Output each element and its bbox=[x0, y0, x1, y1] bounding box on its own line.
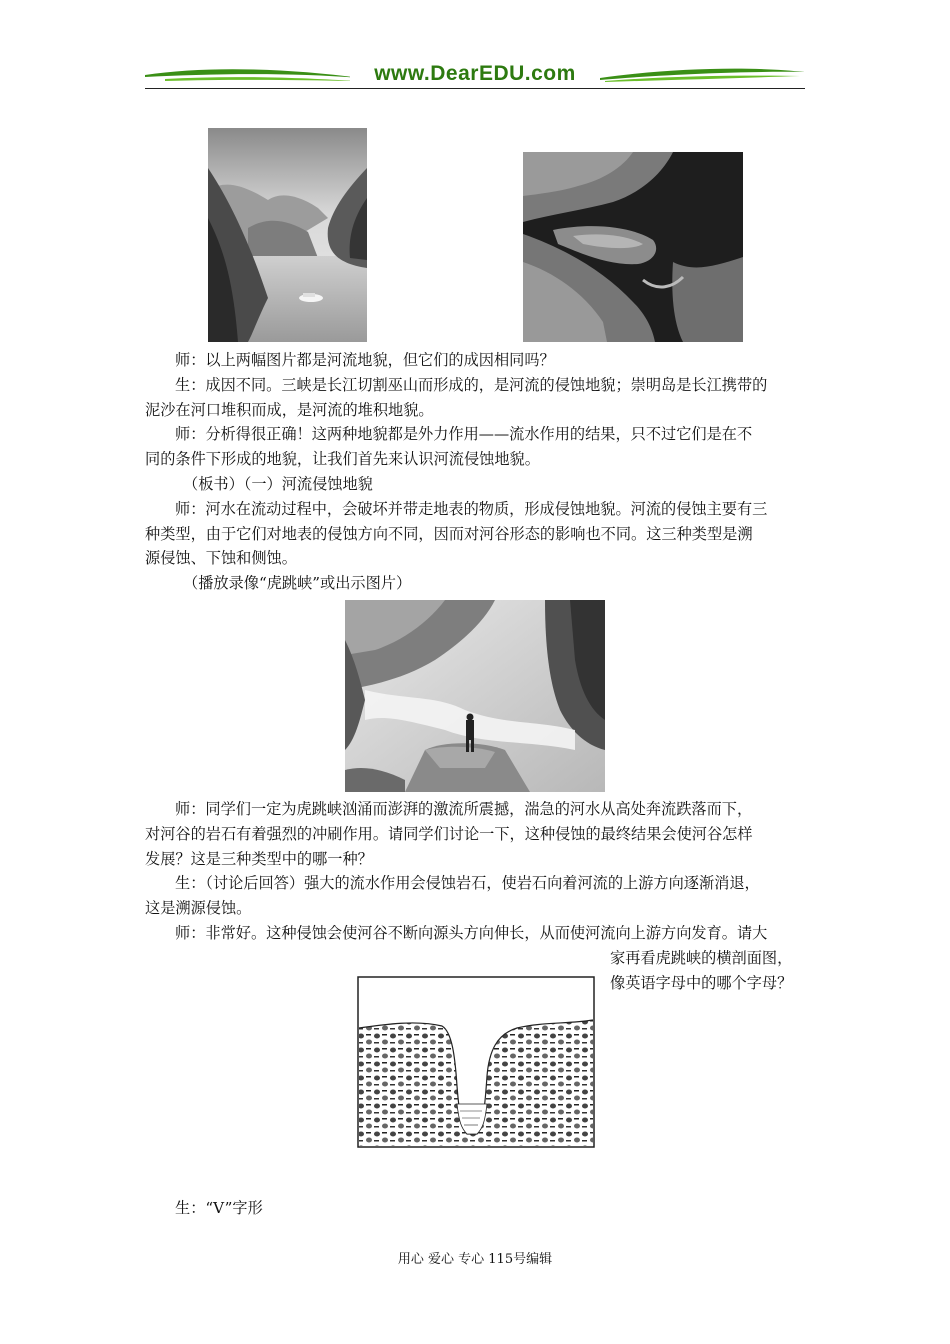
teacher-comment-2 bbox=[145, 921, 807, 946]
left-swoosh-icon bbox=[145, 66, 360, 84]
board-note: （板书）（一）河流侵蚀地貌 bbox=[183, 474, 373, 493]
page-header bbox=[145, 60, 805, 96]
teacher-question-2-line3: 发展？这是三种类型中的哪一种？ bbox=[145, 849, 373, 868]
right-swoosh-icon bbox=[600, 66, 805, 84]
teacher-comment-1-line2: 同的条件下形成的地貌，让我们首先来认识河流侵蚀地貌。 bbox=[145, 450, 540, 469]
teacher-explanation-line1: 师：河水在流动过程中，会破坏并带走地表的物质，形成侵蚀地貌。河流的侵蚀主要有三 bbox=[175, 499, 768, 518]
video-note: （播放录像“虎跳峡”或出示图片） bbox=[183, 574, 412, 593]
teacher-question-2 bbox=[145, 797, 807, 871]
student-answer-2-line2: 这是溯源侵蚀。 bbox=[145, 899, 252, 918]
teacher-comment-2-line1: 师：非常好。这种侵蚀会使河谷不断向源头方向伸长，从而使河流向上游方向发育。请大 bbox=[175, 923, 768, 942]
header-rule bbox=[145, 88, 805, 89]
page-footer: 用心 爱心 专心 115号编辑 bbox=[397, 1252, 553, 1267]
student-answer-1-line1: 生：成因不同。三峡是长江切割巫山而形成的，是河流的侵蚀地貌；崇明岛是长江携带的 bbox=[175, 375, 768, 394]
teacher-explanation bbox=[145, 497, 807, 571]
student-answer-2 bbox=[145, 871, 807, 921]
teacher-question: 师：以上两幅图片都是河流地貌，但它们的成因相同吗？ bbox=[175, 351, 555, 369]
three-gorges-photo bbox=[208, 128, 367, 342]
teacher-explanation-line3: 源侵蚀、下蚀和侧蚀。 bbox=[145, 549, 297, 568]
student-answer-3: 生：“V”字形 bbox=[175, 1199, 263, 1217]
gorge-cross-section-diagram bbox=[357, 976, 595, 1148]
teacher-comment-2-continued bbox=[610, 946, 810, 996]
student-answer-1 bbox=[145, 373, 807, 423]
dialogue-block-2 bbox=[145, 797, 807, 946]
teacher-comment-2-line2: 家再看虎跳峡的横剖面图， bbox=[610, 949, 793, 967]
teacher-comment-2-line3: 像英语字母中的哪个字母？ bbox=[610, 973, 793, 992]
student-answer-3-block bbox=[145, 1196, 807, 1221]
teacher-comment-1-line1: 师：分析得很正确！这两种地貌都是外力作用——流水作用的结果，只不过它们是在不 bbox=[175, 425, 753, 444]
teacher-comment-1 bbox=[145, 422, 807, 472]
site-logo: www.DearEDU.com bbox=[350, 62, 600, 86]
teacher-question-2-line1: 师：同学们一定为虎跳峡汹涌而澎湃的激流所震撼，湍急的河水从高处奔流跌落而下， bbox=[175, 800, 753, 818]
teacher-question-2-line2: 对河谷的岩石有着强烈的冲刷作用。请同学们讨论一下，这种侵蚀的最终结果会使河谷怎样 bbox=[145, 824, 753, 843]
student-answer-2-line1: 生：（讨论后回答）强大的流水作用会侵蚀岩石，使岩石向着河流的上游方向逐渐消退， bbox=[175, 874, 760, 893]
dialogue-block-1 bbox=[145, 348, 807, 596]
tiger-leaping-gorge-photo bbox=[345, 600, 605, 792]
chongming-island-photo bbox=[523, 152, 743, 342]
student-answer-1-line2: 泥沙在河口堆积而成，是河流的堆积地貌。 bbox=[145, 400, 434, 419]
teacher-explanation-line2: 种类型，由于它们对地表的侵蚀方向不同，因而对河谷形态的影响也不同。这三种类型是溯 bbox=[145, 524, 753, 543]
